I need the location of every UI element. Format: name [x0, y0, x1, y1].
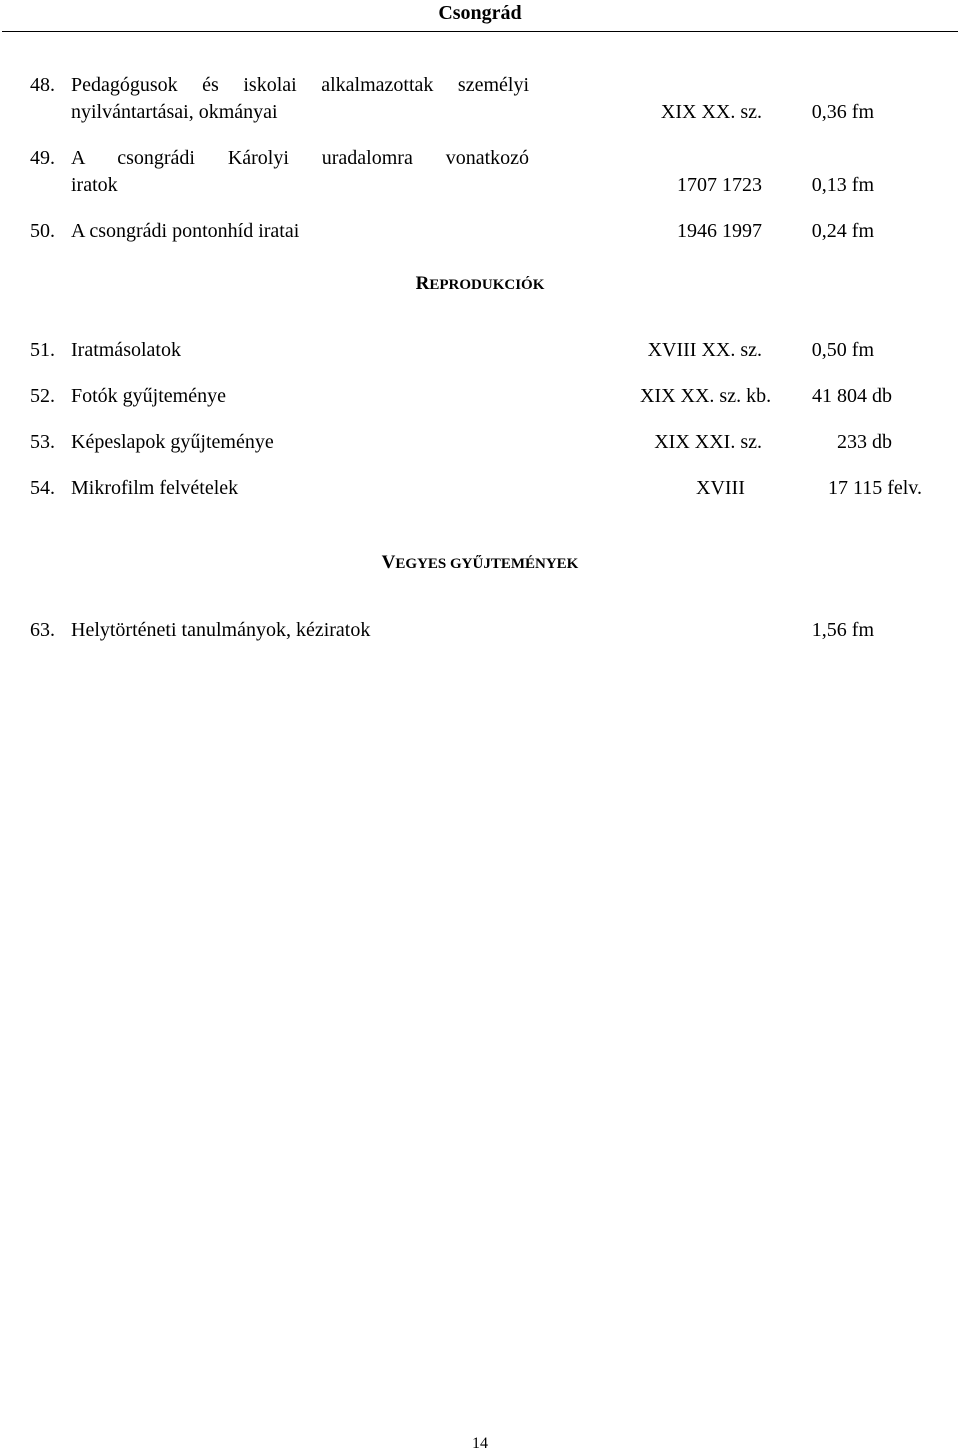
item-title-line: Pedagógusok és iskolai alkalmazottak személyi — [71, 74, 529, 96]
item-dates: XIX XX. sz. — [660, 101, 762, 123]
item-title: A csongrádi pontonhíd iratai — [71, 220, 300, 242]
item-title: Iratmásolatok — [71, 339, 181, 361]
section-heading-reproductions — [0, 273, 960, 293]
item-quantity: 233 db — [837, 431, 892, 453]
item-quantity: 0,36 fm — [811, 101, 874, 123]
item-quantity: 0,24 fm — [811, 220, 874, 242]
item-title-line: nyilvántartásai, okmányai — [71, 101, 278, 123]
item-dates: XIX XXI. sz. — [654, 431, 762, 453]
page-number: 14 — [472, 1435, 488, 1452]
item-number: 63. — [30, 619, 55, 641]
item-number: 54. — [30, 477, 55, 499]
item-title — [71, 75, 529, 95]
item-number: 52. — [30, 385, 55, 407]
item-dates: 1707 1723 — [677, 174, 762, 196]
item-title: Helytörténeti tanulmányok, kéziratok — [71, 619, 371, 641]
item-title-line: A csongrádi Károlyi uradalomra vonatkozó — [71, 147, 529, 169]
item-dates: XIX XX. sz. kb. — [640, 385, 772, 407]
item-quantity: 0,13 fm — [811, 174, 874, 196]
section-heading-rest: EPRODUKCIÓK — [429, 277, 545, 293]
item-title: Képeslapok gyűjteménye — [71, 431, 274, 453]
item-quantity: 1,56 fm — [811, 619, 874, 641]
item-quantity: 41 804 db — [812, 385, 892, 407]
item-quantity: 0,50 fm — [811, 339, 874, 361]
item-number: 48. — [30, 74, 55, 96]
item-number: 49. — [30, 147, 55, 169]
header-divider — [2, 31, 958, 32]
item-number: 51. — [30, 339, 55, 361]
section-heading-misc — [0, 552, 960, 572]
section-heading-initial: V — [381, 552, 396, 573]
section-heading-rest: EGYES GYŰJTEMÉNYEK — [395, 556, 579, 572]
item-title-line: iratok — [71, 174, 118, 196]
item-title: Fotók gyűjteménye — [71, 385, 226, 407]
item-quantity: 17 115 felv. — [827, 477, 922, 499]
page-header-title: Csongrád — [438, 2, 522, 24]
item-number: 50. — [30, 220, 55, 242]
item-number: 53. — [30, 431, 55, 453]
item-title — [71, 148, 529, 168]
item-title: Mikrofilm felvételek — [71, 477, 239, 499]
item-dates: XVIII — [696, 477, 745, 499]
item-dates: 1946 1997 — [677, 220, 762, 242]
item-dates: XVIII XX. sz. — [647, 339, 762, 361]
section-heading-initial: R — [415, 273, 430, 294]
